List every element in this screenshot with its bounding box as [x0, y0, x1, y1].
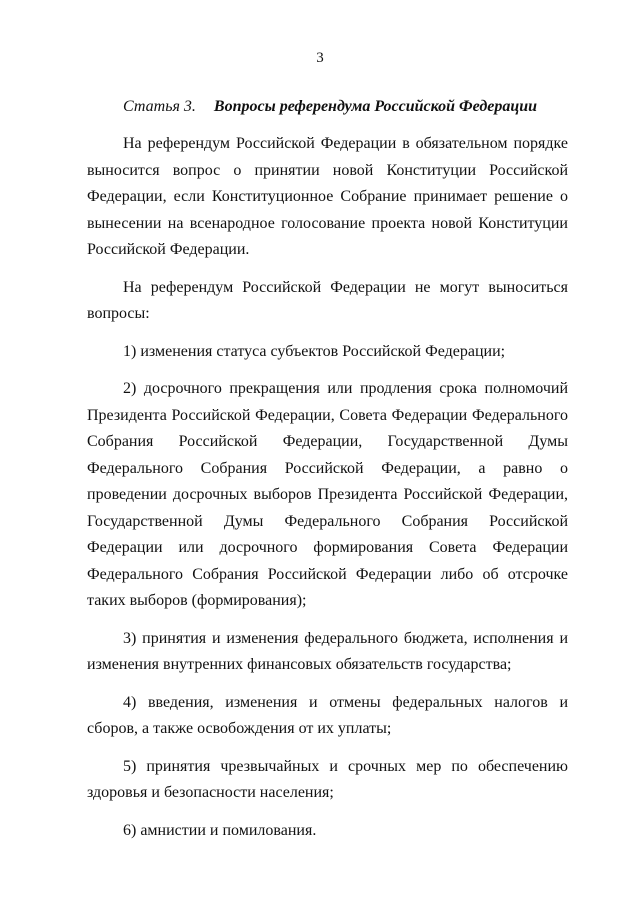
article-number: Статья 3.	[123, 98, 196, 115]
paragraph-excluded-questions-intro: На референдум Российской Федерации не могут выноситься вопросы:	[87, 278, 568, 322]
list-item-3: 3) принятия и изменения федерального бюджета, исполнения и изменения внутренних финансовых обязательств государства;	[87, 629, 568, 673]
list-item-1: 1) изменения статуса субъектов Российской Федерации;	[123, 342, 506, 360]
paragraph-constitution-question: На референдум Российской Федерации в обязательном порядке выносится вопрос о принятии новой Конституции Российской Федерации, если Конституционное Собрание принимает решение о вынесении на всенародное голосование проекта новой Конституции Российской Федерации.	[87, 135, 568, 258]
list-item-5: 5) принятия чрезвычайных и срочных мер по обеспечению здоровья и безопасности населения;	[87, 757, 568, 801]
page-number: 3	[316, 50, 324, 66]
article-title: Вопросы референдума Российской Федерации	[213, 98, 538, 115]
article-body	[87, 131, 568, 855]
list-item-4: 4) введения, изменения и отмены федеральных налогов и сборов, а также освобождения от их уплаты;	[87, 693, 568, 737]
list-item-2: 2) досрочного прекращения или продления срока полномочий Президента Российской Федерации, Совета Федерации Федерального Собрания Российской Федерации, Государственной Думы Федерального Собрания Российской Федерации, а равно о проведении досрочных выборов Президента Российской Федерации, Государственной Думы Федерального Собрания Российской Федерации или досрочного формирования Совета Федерации Федерального Собрания Российской Федерации либо об отсрочке таких выборов (формирования);	[87, 380, 568, 609]
list-item-6: 6) амнистии и помилования.	[123, 821, 317, 839]
article-heading	[123, 96, 583, 118]
